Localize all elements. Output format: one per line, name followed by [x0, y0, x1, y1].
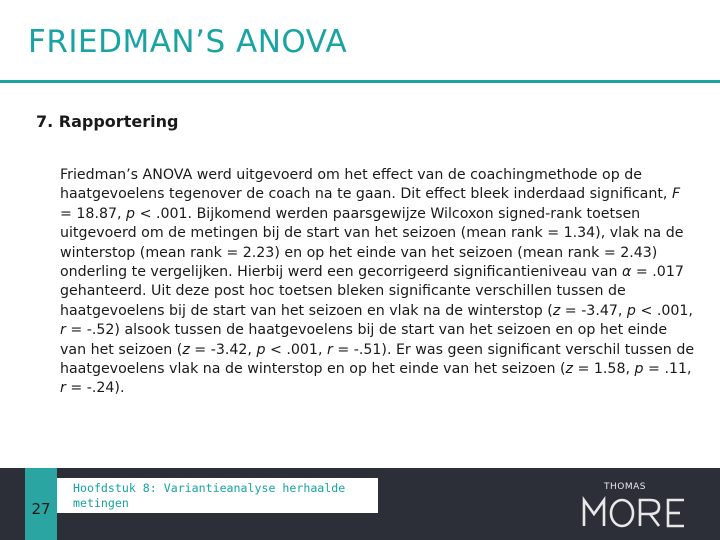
thomas-more-logo [580, 482, 690, 528]
logo-wordmark-icon [580, 494, 690, 528]
chapter-label: Hoofdstuk 8: Variantieanalyse herhaalde metingen [73, 481, 346, 510]
report-paragraph: Friedman’s ANOVA werd uitgevoerd om het effect van de coachingmethode op de haatgevoelens tegenover de coach na te gaan. Dit effect bleek inderdaad significant, F = 18.87, p < .001. Bijkomend werden paarsgewijze Wilcoxon signed-rank toetsen uitgevoerd om de metingen bij de start van het seizoen (mean rank = 1.34), vlak na de winterstop (mean rank = 2.23) en op het einde van het seizoen (mean rank = 2.43) onderling te vergelijken. Hierbij werd een gecorrigeerd significantieniveau van α = .017 gehanteerd. Uit deze post hoc toetsen bleken significante verschillen tussen de haatgevoelens bij de start van het seizoen en vlak na de winterstop (z = -3.47, p < .001, r = -.52) alsook tussen de haatgevoelens bij de start van het seizoen en op het einde van het seizoen (z = -3.42, p < .001, r = -.51). Er was geen significant verschil tussen de haatgevoelens vlak na de winterstop en op het einde van het seizoen (z = 1.58, p = .11, r = -.24). [60, 167, 695, 397]
page-number: 27 [31, 500, 51, 518]
section-heading: 7. Rapportering [36, 112, 179, 131]
logo-top-text: THOMAS [604, 482, 646, 492]
title-divider [0, 80, 720, 83]
slide-title: FRIEDMAN’S ANOVA [28, 24, 348, 60]
